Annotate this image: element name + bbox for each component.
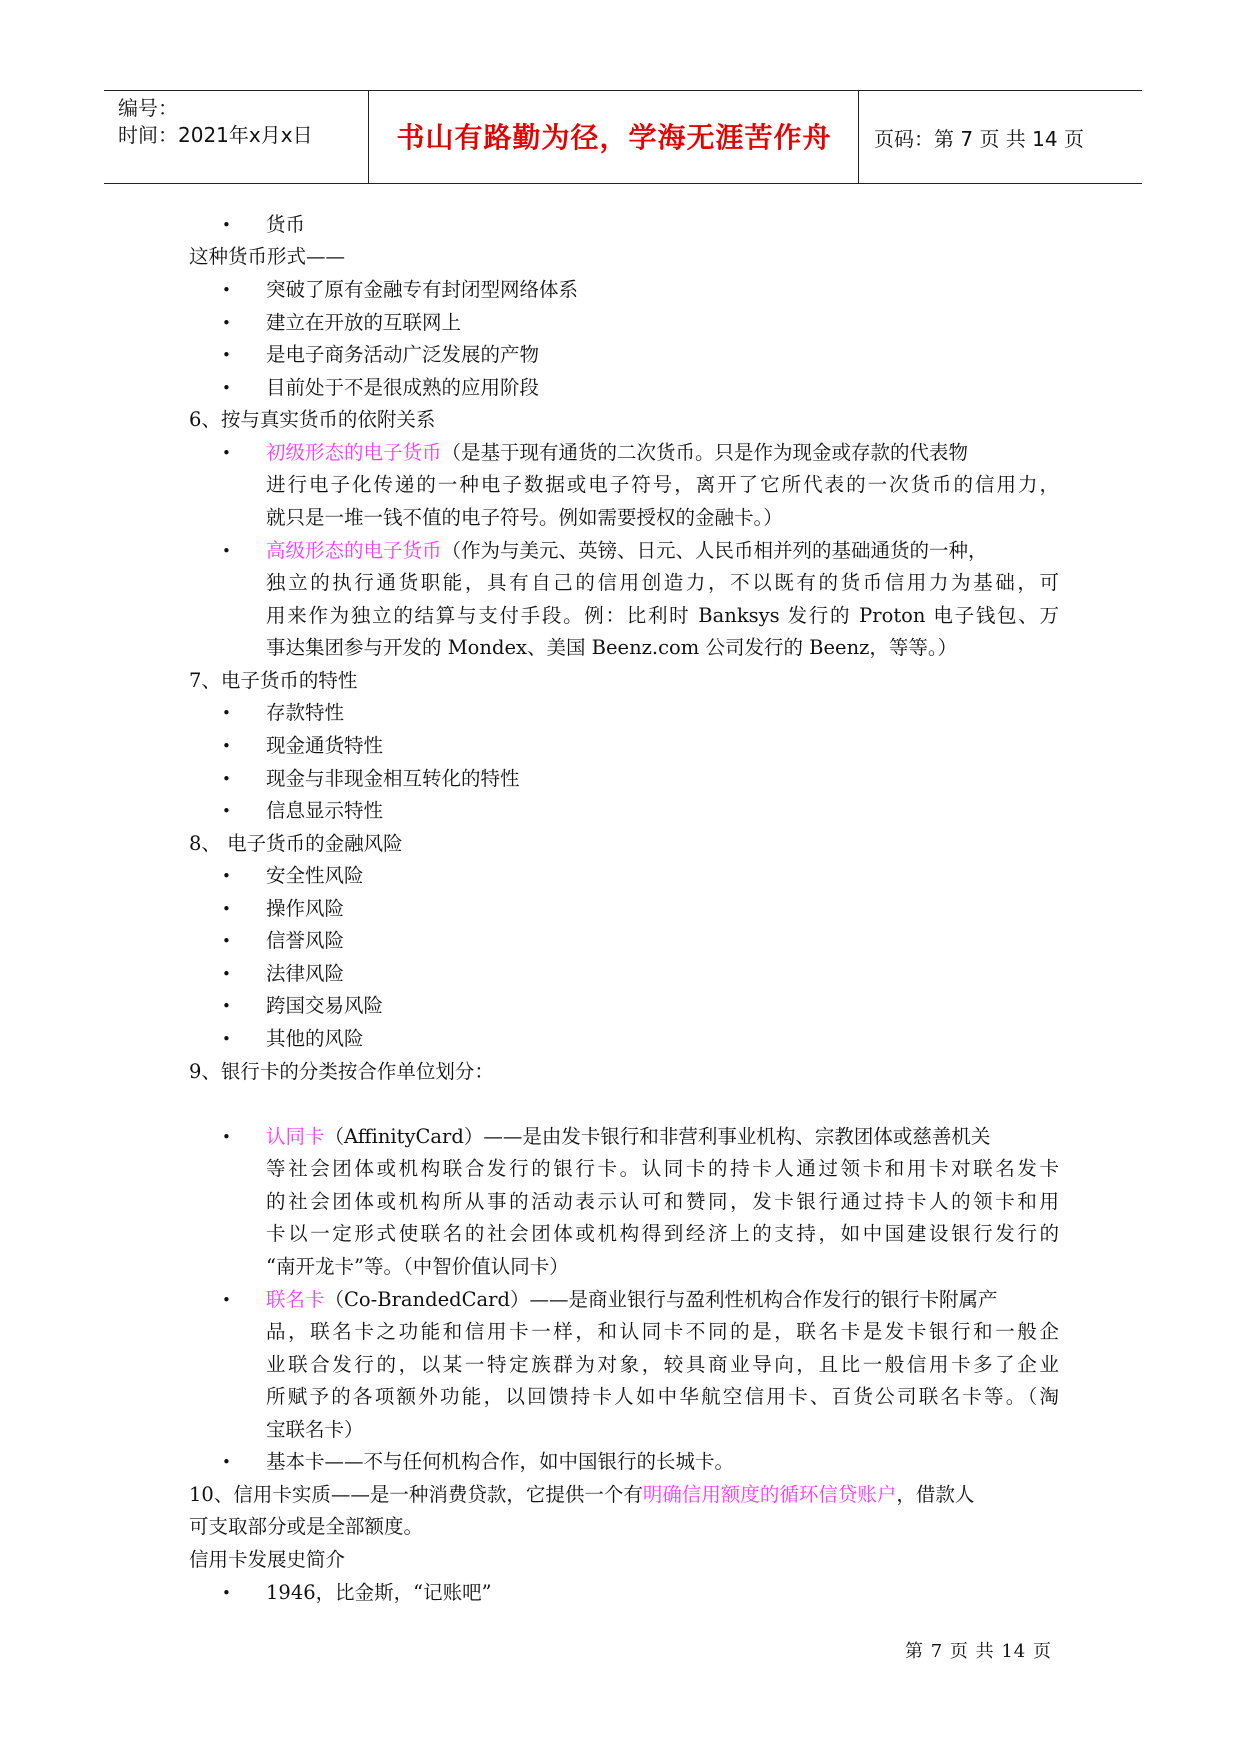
list-item: 突破了原有金融专有封闭型网络体系 bbox=[266, 278, 579, 301]
section-heading: 10、信用卡实质——是一种消费贷款，它提供一个有明确信用额度的循环信贷账户，借款人 bbox=[189, 1483, 975, 1506]
list-item: 建立在开放的互联网上 bbox=[266, 311, 462, 334]
list-item: 信誉风险 bbox=[266, 929, 345, 952]
paragraph: 这种货币形式—— bbox=[189, 245, 346, 268]
bullet: • bbox=[222, 704, 231, 722]
bullet: • bbox=[222, 1291, 231, 1309]
highlight-term: 联名卡 bbox=[266, 1288, 325, 1311]
highlight-term: 明确信用额度的循环信贷账户 bbox=[642, 1483, 897, 1506]
list-item: 目前处于不是很成熟的应用阶段 bbox=[266, 376, 540, 399]
section-heading: 8、 电子货币的金融风险 bbox=[189, 832, 403, 855]
list-item: 认同卡（AffinityCard）——是由发卡银行和非营利事业机构、宗教团体或慈善机关 bbox=[266, 1125, 991, 1148]
paragraph: 信用卡发展史简介 bbox=[189, 1548, 346, 1571]
list-item: 现金通货特性 bbox=[266, 734, 384, 757]
list-item: 高级形态的电子货币（作为与美元、英镑、日元、人民币相并列的基础通货的一种， bbox=[266, 539, 988, 562]
bullet: • bbox=[222, 867, 231, 885]
bullet: • bbox=[222, 281, 231, 299]
list-item: 其他的风险 bbox=[266, 1027, 364, 1050]
list-item-continuation: 业联合发行的，以某一特定族群为对象，较具商业导向，且比一般信用卡多了企业 bbox=[266, 1353, 1059, 1376]
list-item: 货币 bbox=[266, 213, 306, 236]
highlight-term: 认同卡 bbox=[266, 1125, 325, 1148]
bullet: • bbox=[222, 965, 231, 983]
bullet: • bbox=[222, 802, 231, 820]
list-item-continuation: 品，联名卡之功能和信用卡一样，和认同卡不同的是，联名卡是发卡银行和一般企 bbox=[266, 1320, 1059, 1343]
page-header bbox=[104, 90, 1142, 184]
bullet: • bbox=[222, 314, 231, 332]
header-divider bbox=[368, 91, 369, 183]
bullet: • bbox=[222, 1584, 231, 1602]
header-motto: 书山有路勤为径，学海无涯苦作舟 bbox=[396, 121, 832, 154]
list-item: 操作风险 bbox=[266, 897, 345, 920]
list-item: 1946，比金斯，“记账吧” bbox=[266, 1581, 492, 1604]
bullet: • bbox=[222, 346, 231, 364]
header-page-number: 页码：第 7 页 共 14 页 bbox=[874, 127, 1084, 151]
bullet: • bbox=[222, 900, 231, 918]
document-number: 编号： bbox=[118, 96, 178, 120]
list-item: 初级形态的电子货币（是基于现有通货的二次货币。只是作为现金或存款的代表物 bbox=[266, 441, 969, 464]
list-item-continuation: “南开龙卡”等。（中智价值认同卡） bbox=[266, 1255, 569, 1278]
bullet: • bbox=[222, 932, 231, 950]
bullet: • bbox=[222, 542, 231, 560]
list-item: 法律风险 bbox=[266, 962, 345, 985]
list-item: 跨国交易风险 bbox=[266, 994, 384, 1017]
bullet: • bbox=[222, 737, 231, 755]
highlight-term: 初级形态的电子货币 bbox=[266, 441, 442, 464]
list-item-continuation: 所赋予的各项额外功能，以回馈持卡人如中华航空信用卡、百货公司联名卡等。（淘 bbox=[266, 1385, 1059, 1408]
list-item-continuation: 等社会团体或机构联合发行的银行卡。认同卡的持卡人通过领卡和用卡对联名发卡 bbox=[266, 1157, 1059, 1180]
bullet: • bbox=[222, 216, 231, 234]
list-item: 是电子商务活动广泛发展的产物 bbox=[266, 343, 540, 366]
paragraph-continuation: 可支取部分或是全部额度。 bbox=[189, 1515, 424, 1538]
header-divider bbox=[858, 91, 859, 183]
list-item: 联名卡（Co-BrandedCard）——是商业银行与盈利性机构合作发行的银行卡附属产 bbox=[266, 1288, 998, 1311]
bullet: • bbox=[222, 770, 231, 788]
list-item-continuation: 宝联名卡） bbox=[266, 1418, 364, 1441]
bullet: • bbox=[222, 1453, 231, 1471]
list-item-continuation: 就只是一堆一钱不值的电子符号。例如需要授权的金融卡。） bbox=[266, 506, 783, 529]
list-item-continuation: 的社会团体或机构所从事的活动表示认可和赞同，发卡银行通过持卡人的领卡和用 bbox=[266, 1190, 1059, 1213]
bullet: • bbox=[222, 379, 231, 397]
list-item: 信息显示特性 bbox=[266, 799, 384, 822]
page-footer: 第 7 页 共 14 页 bbox=[905, 1641, 1052, 1662]
section-heading: 9、银行卡的分类按合作单位划分： bbox=[189, 1060, 494, 1083]
highlight-term: 高级形态的电子货币 bbox=[266, 539, 442, 562]
header-meta bbox=[118, 95, 313, 149]
bullet: • bbox=[222, 444, 231, 462]
bullet: • bbox=[222, 1128, 231, 1146]
list-item-continuation: 卡以一定形式使联名的社会团体或机构得到经济上的支持，如中国建设银行发行的 bbox=[266, 1222, 1059, 1245]
list-item-continuation: 独立的执行通货职能，具有自己的信用创造力，不以既有的货币信用力为基础，可 bbox=[266, 571, 1059, 594]
list-item-continuation: 用来作为独立的结算与支付手段。例：比利时 Banksys 发行的 Proton 电子钱包、万 bbox=[266, 604, 1059, 627]
list-item-continuation: 事达集团参与开发的 Mondex、美国 Beenz.com 公司发行的 Beenz，等等。） bbox=[266, 636, 958, 659]
bullet: • bbox=[222, 997, 231, 1015]
section-heading: 6、按与真实货币的依附关系 bbox=[189, 408, 436, 431]
list-item: 现金与非现金相互转化的特性 bbox=[266, 767, 520, 790]
bullet: • bbox=[222, 1030, 231, 1048]
list-item: 基本卡——不与任何机构合作，如中国银行的长城卡。 bbox=[266, 1450, 735, 1473]
list-item-continuation: 进行电子化传递的一种电子数据或电子符号，离开了它所代表的一次货币的信用力， bbox=[266, 473, 1059, 496]
list-item: 安全性风险 bbox=[266, 864, 364, 887]
list-item: 存款特性 bbox=[266, 701, 345, 724]
document-time: 时间：2021年x月x日 bbox=[118, 123, 313, 147]
section-heading: 7、电子货币的特性 bbox=[189, 669, 358, 692]
